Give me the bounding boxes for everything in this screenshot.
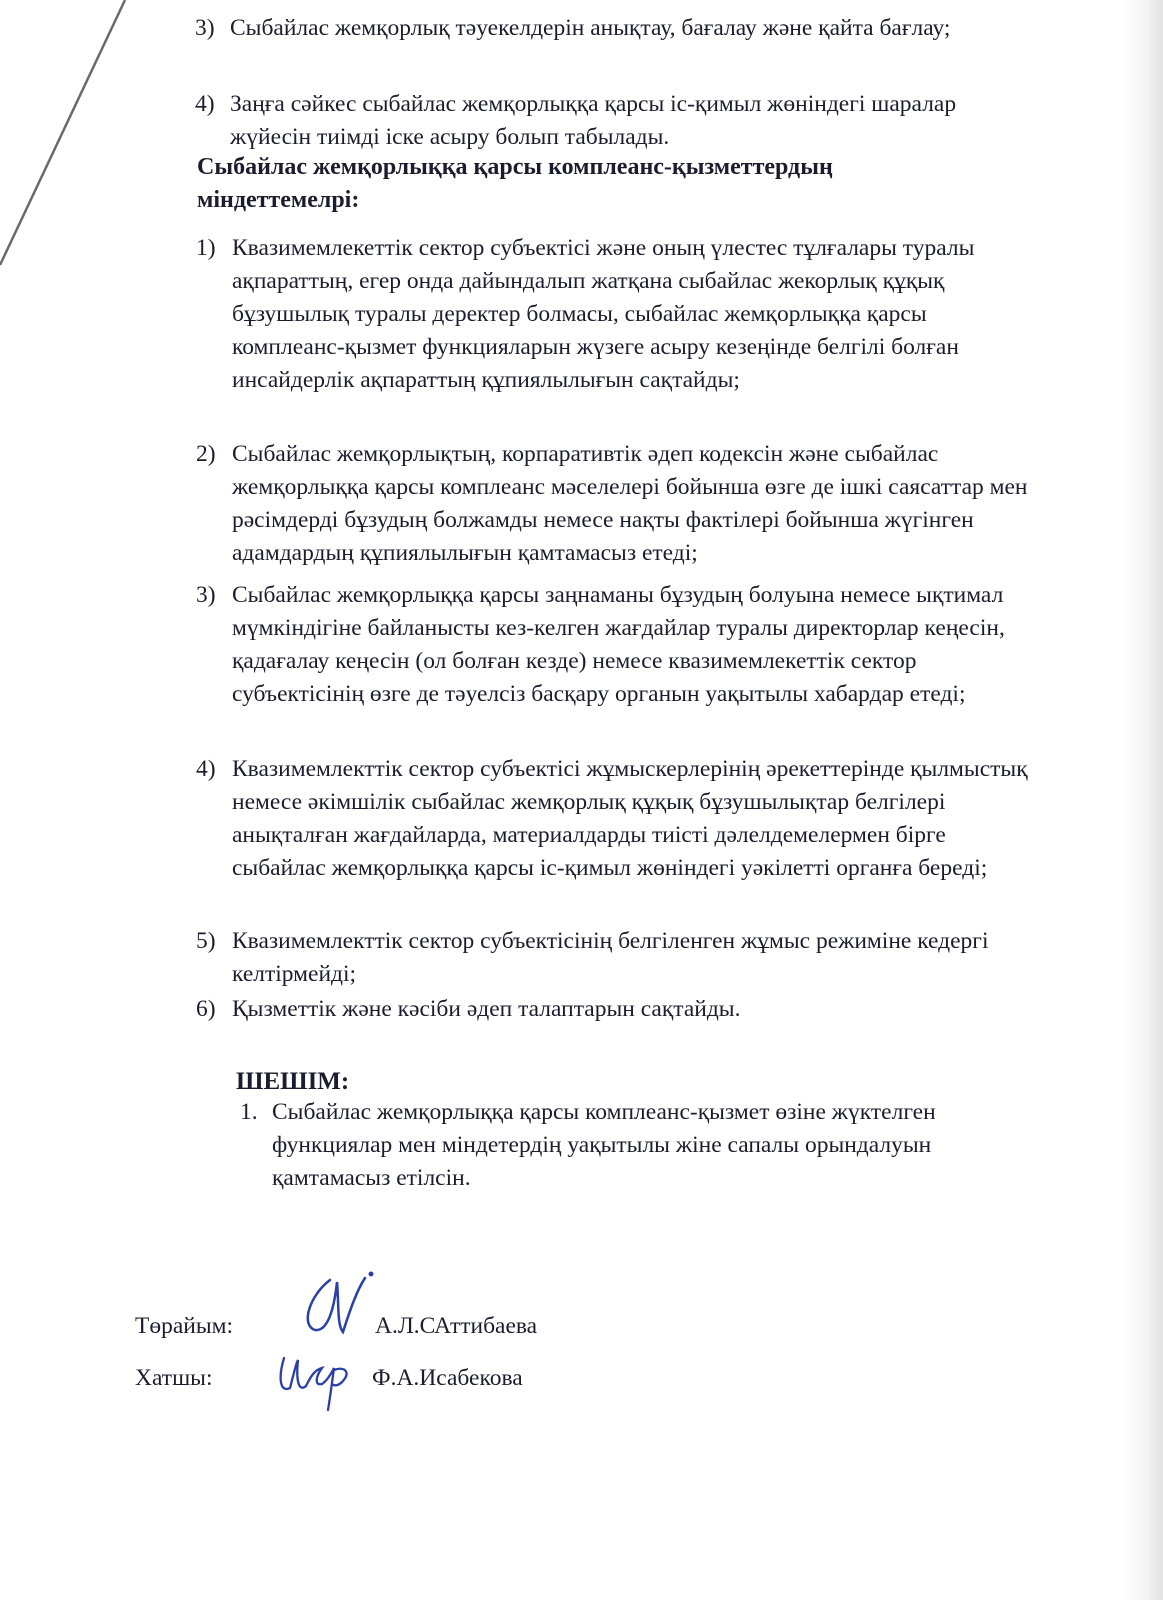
item-text: Сыбайлас жемқорлық тәуекелдерін анықтау, бағалау және қайта бағлау;	[230, 15, 951, 41]
item-text: Сыбайлас жемқорлыққа қарсы заңнаманы бұзудың болуына немесе ықтимал мүмкіндігіне байланысты кез-келген жағдайлар туралы директорлар кеңесін, қадағалау кеңесін (ол болған кезде) немесе квазимемлекеттік сектор субъектісінің өзге де тәуелсіз басқару органын уақытылы хабардар етеді;	[232, 582, 1005, 707]
section-heading-decision: ШЕШІМ:	[236, 1068, 350, 1095]
list-decision	[240, 1096, 1030, 1195]
list-objectives	[195, 12, 995, 154]
signature-row-secretary	[135, 1362, 735, 1402]
scan-artifact-line	[0, 0, 180, 300]
list-item	[196, 232, 1036, 434]
item-text: Қызметтік және кәсіби әдеп талаптарын сақтайды.	[232, 996, 741, 1022]
item-number: 1.	[240, 1099, 258, 1125]
item-text: Сыбайлас жемқорлықтың, корпаративтік әдеп кодексін және сыбайлас жемқорлыққа қарсы комплеанс мәселелері бойынша өзге де ішкі саясаттар мен рәсімдерді бұзудың болжамды немесе нақты фактілері бойынша жүгінген адамдардың құпиялылығын қамтамасыз етеді;	[232, 441, 1028, 566]
scan-edge-shadow	[1123, 0, 1163, 1600]
item-text: Сыбайлас жемқорлыққа қарсы комплеанс-қызмет өзіне жүктелген функциялар мен міндетердің уақытылы жіне сапалы орындалуын қамтамасыз етілсін.	[272, 1099, 936, 1191]
item-number: 5)	[196, 928, 216, 954]
list-item	[195, 12, 995, 78]
item-number: 2)	[196, 441, 216, 467]
chair-name: А.Л.САттибаева	[375, 1313, 538, 1339]
list-item	[195, 88, 995, 154]
item-text: Квазимемлекттік сектор субъектісінің белгіленген жұмыс режиміне кедергі келтірмейді;	[232, 928, 989, 987]
list-item	[196, 993, 1036, 1026]
item-number: 4)	[196, 756, 216, 782]
secretary-name: Ф.А.Исабекова	[372, 1365, 523, 1391]
list-item	[196, 753, 1036, 923]
secretary-label: Хатшы:	[135, 1365, 213, 1391]
signature-row-chair	[135, 1310, 735, 1350]
section-heading-duties: Сыбайлас жемқорлыққа қарсы комплеанс-қызметтердың міндеттемелрі:	[197, 154, 833, 213]
list-item	[196, 579, 1036, 749]
list-item	[196, 925, 1036, 991]
list-item	[196, 438, 1036, 575]
list-item	[240, 1096, 1030, 1195]
item-text: Заңға сәйкес сыбайлас жемқорлыққа қарсы іс-қимыл жөніндегі шаралар жүйесін тиімді іске асыру болып табылады.	[230, 91, 957, 150]
chair-label: Төрайым:	[135, 1313, 234, 1339]
item-number: 4)	[195, 91, 215, 117]
secretary-signature	[272, 1338, 372, 1413]
item-number: 3)	[196, 582, 216, 608]
item-number: 6)	[196, 996, 216, 1022]
item-number: 3)	[195, 15, 215, 41]
list-duties	[196, 232, 1036, 1026]
item-text: Квазимемлекттік сектор субъектісі жұмыскерлерінің әрекеттерінде қылмыстық немесе әкімшілік сыбайлас жемқорлық құқық бұзушылықтар белгілері анықталған жағдайларда, материалдарды тиісті дәлелдемелермен бірге сыбайлас жемқорлыққа қарсы іс-қимыл жөніндегі уәкілетті органға береді;	[232, 756, 1028, 881]
item-number: 1)	[196, 235, 216, 261]
item-text: Квазимемлекеттік сектор субъектісі және оның үлестес тұлғалары туралы ақпараттың, егер онда дайындалып жатқана сыбайлас жекорлық құқық бұзушылық туралы деректер болмасы, сыбайлас жемқорлыққа қарсы комплеанс-қызмет функцияларын жүзеге асыру кезеңінде белгілі болған инсайдерлік ақпараттың құпиялылығын сақтайды;	[232, 235, 975, 393]
